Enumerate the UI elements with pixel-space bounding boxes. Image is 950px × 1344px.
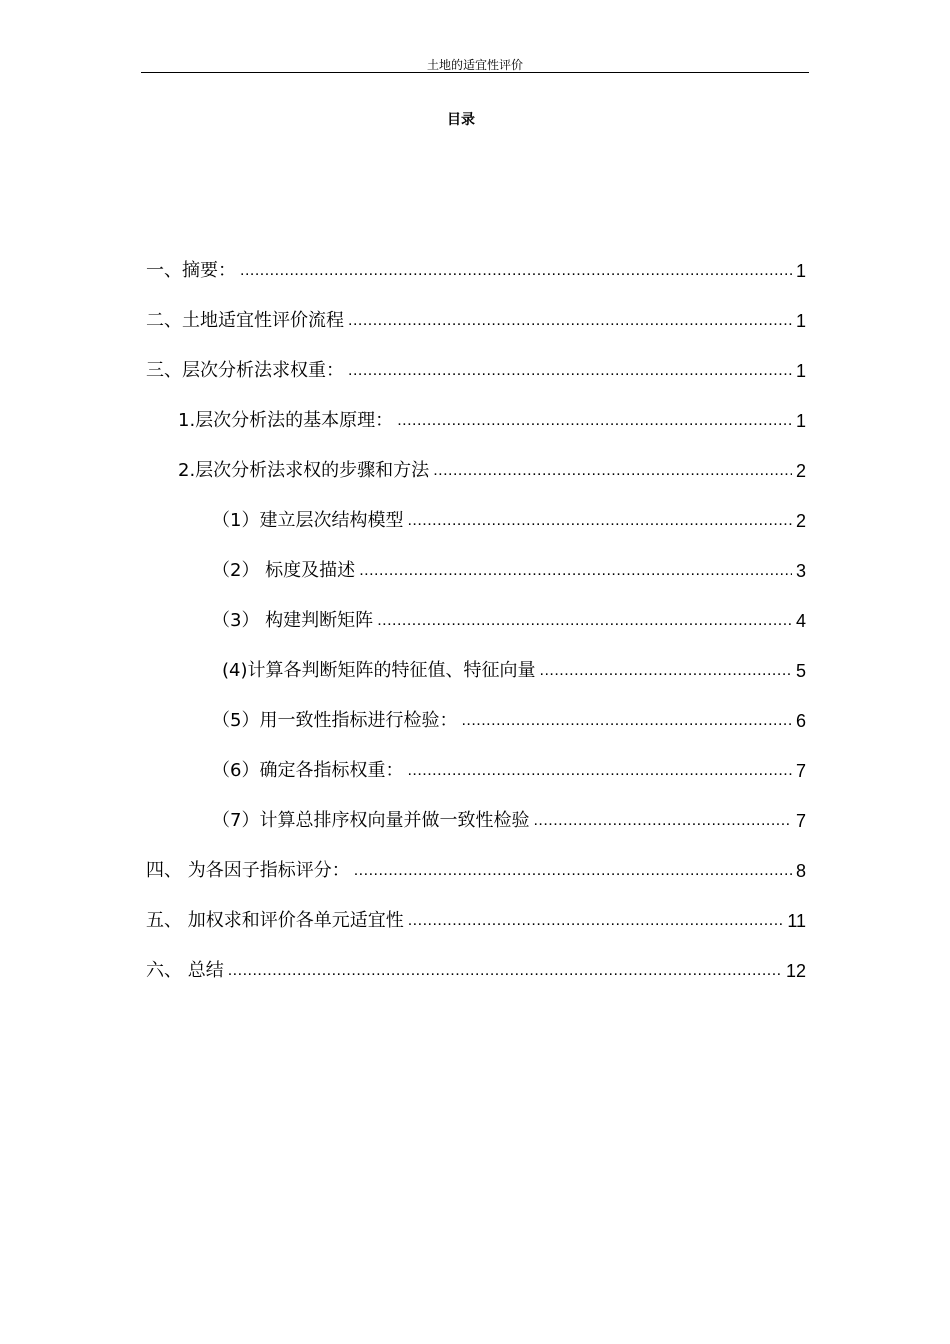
toc-entry-page: 4 bbox=[795, 611, 806, 631]
toc-entry-factor-scoring[interactable] bbox=[146, 856, 806, 886]
toc-entry-label: 五、 加权求和评价各单元适宜性 bbox=[146, 910, 404, 931]
toc-entry-ahp-steps[interactable] bbox=[178, 456, 806, 486]
toc-dot-leader bbox=[354, 856, 792, 886]
toc-entry-label: 四、 为各因子指标评分： bbox=[146, 860, 350, 881]
toc-dot-leader bbox=[359, 556, 792, 586]
toc-entry-page: 6 bbox=[795, 711, 806, 731]
toc-entry-weighted-sum[interactable] bbox=[146, 906, 806, 936]
toc-entry-page: 3 bbox=[795, 561, 806, 581]
toc-dot-leader bbox=[240, 256, 792, 286]
toc-entry-page: 7 bbox=[795, 811, 806, 831]
toc-entry-label: （5）用一致性指标进行检验： bbox=[212, 710, 458, 731]
toc-entry-summary[interactable] bbox=[146, 956, 806, 986]
toc-entry-label: 六、 总结 bbox=[146, 960, 224, 981]
toc-entry-step-3[interactable] bbox=[212, 606, 806, 636]
toc-entry-step-4[interactable] bbox=[222, 656, 806, 686]
toc-dot-leader bbox=[407, 756, 792, 786]
toc-dot-leader bbox=[533, 806, 792, 836]
toc-entry-page: 8 bbox=[795, 861, 806, 881]
toc-entry-label: (4)计算各判断矩阵的特征值、特征向量 bbox=[222, 660, 536, 681]
toc-entry-step-5[interactable] bbox=[212, 706, 806, 736]
toc-entry-page: 1 bbox=[795, 311, 806, 331]
toc-dot-leader bbox=[433, 456, 792, 486]
header-rule bbox=[141, 72, 809, 73]
toc-dot-leader bbox=[461, 706, 792, 736]
toc-entry-label: （1）建立层次结构模型 bbox=[212, 510, 404, 531]
toc-dot-leader bbox=[407, 506, 792, 536]
toc-entry-page: 2 bbox=[795, 511, 806, 531]
toc-entry-step-1[interactable] bbox=[212, 506, 806, 536]
toc-entry-page: 11 bbox=[787, 911, 806, 931]
toc-dot-leader bbox=[348, 356, 792, 386]
toc-entry-label: （3） 构建判断矩阵 bbox=[212, 610, 374, 631]
toc-entry-label: 2.层次分析法求权的步骤和方法 bbox=[178, 460, 430, 481]
toc-title: 目录 bbox=[447, 112, 475, 128]
toc-dot-leader bbox=[408, 906, 784, 936]
toc-entry-label: 三、层次分析法求权重： bbox=[146, 360, 344, 381]
toc-dot-leader bbox=[228, 956, 782, 986]
toc-dot-leader bbox=[348, 306, 792, 336]
toc-entry-label: （6）确定各指标权重： bbox=[212, 760, 404, 781]
toc-entry-step-7[interactable] bbox=[212, 806, 806, 836]
toc-entry-label: 一、摘要： bbox=[146, 260, 236, 281]
toc-entry-page: 1 bbox=[795, 261, 806, 281]
running-header: 土地的适宜性评价 bbox=[426, 58, 523, 72]
toc-entry-evaluation-flow[interactable] bbox=[146, 306, 806, 336]
toc-entry-page: 1 bbox=[795, 361, 806, 381]
toc-dot-leader bbox=[397, 406, 792, 436]
toc-entry-page: 1 bbox=[795, 411, 806, 431]
toc-entry-page: 12 bbox=[785, 961, 806, 981]
toc-entry-label: （2） 标度及描述 bbox=[212, 560, 356, 581]
toc-entry-label: （7）计算总排序权向量并做一致性检验 bbox=[212, 810, 530, 831]
toc-entry-abstract[interactable] bbox=[146, 256, 806, 286]
toc-entry-ahp-principle[interactable] bbox=[178, 406, 806, 436]
toc-entry-page: 5 bbox=[795, 661, 806, 681]
toc-entry-label: 1.层次分析法的基本原理： bbox=[178, 410, 394, 431]
toc-entry-label: 二、土地适宜性评价流程 bbox=[146, 310, 344, 331]
toc-dot-leader bbox=[377, 606, 792, 636]
toc-entry-ahp-weights[interactable] bbox=[146, 356, 806, 386]
toc-entry-page: 2 bbox=[795, 461, 806, 481]
toc-dot-leader bbox=[540, 656, 792, 686]
toc-entry-page: 7 bbox=[795, 761, 806, 781]
toc-entry-step-2[interactable] bbox=[212, 556, 806, 586]
toc-entry-step-6[interactable] bbox=[212, 756, 806, 786]
